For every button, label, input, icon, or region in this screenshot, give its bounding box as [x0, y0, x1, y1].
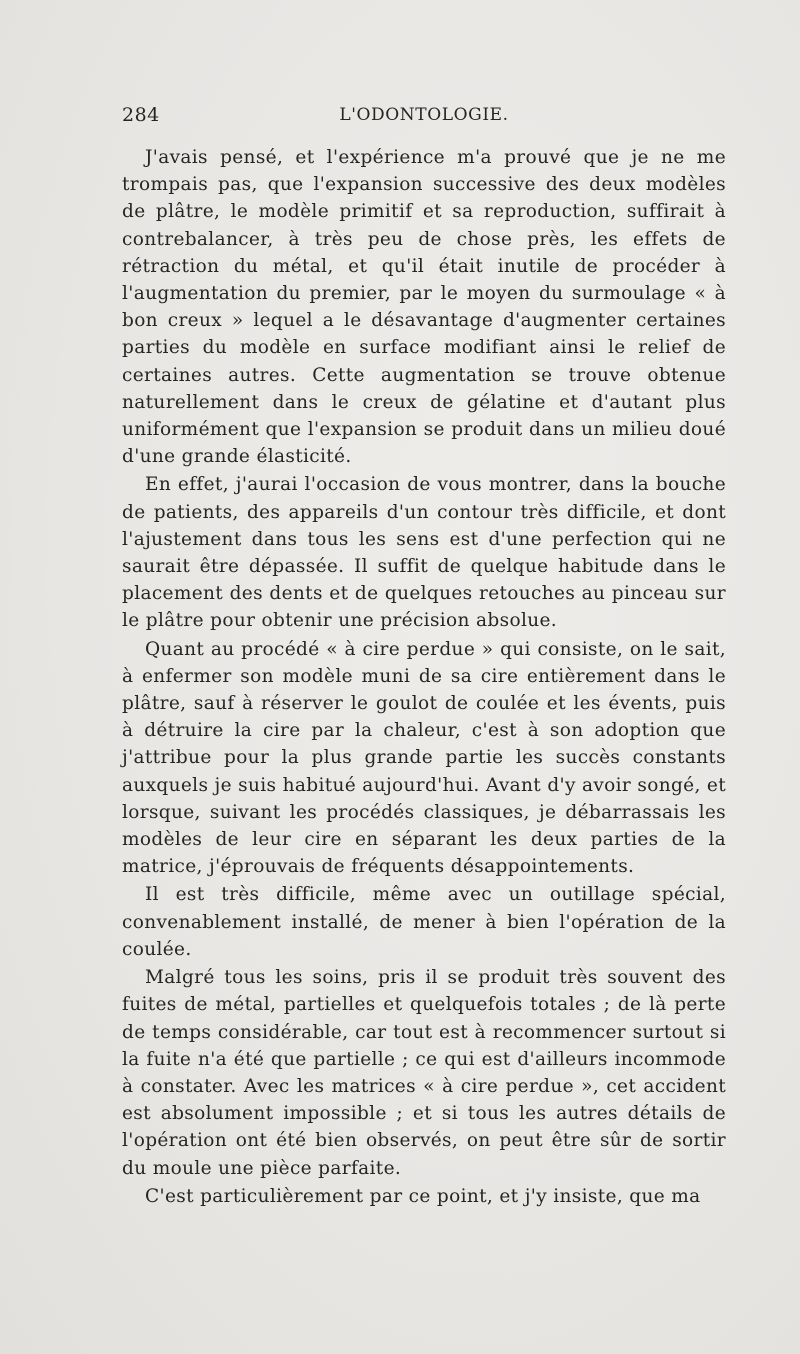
paragraph: C'est particulièrement par ce point, et j'y insiste, que ma [145, 1185, 701, 1207]
body-text [122, 144, 726, 1210]
running-head [122, 100, 726, 130]
page-number: 284 [122, 104, 160, 126]
paragraph: En effet, j'aurai l'occasion de vous montrer, dans la bouche de patients, des appareils d'un contour très difficile, et dont l'ajustement dans tous les sens est d'une perfection qui ne saurait être dépassée. Il suffit de quelque habitude dans le placement des dents et de quelques retouches au pinceau sur le plâtre pour obtenir une précision absolue. [122, 474, 726, 632]
paragraph: Il est très difficile, même avec un outillage spécial, convenablement installé, de mener à bien l'opération de la coulée. [122, 884, 726, 960]
paragraph: Malgré tous les soins, pris il se produit très souvent des fuites de métal, partielles et quelquefois totales ; de là perte de temps considérable, car tout est à recommencer surtout si la fuite n'a été que partielle ; ce qui est d'ailleurs incommode à constater. Avec les matrices « à cire perdue », cet accident est absolument impossible ; et si tous les autres détails de l'opération ont été bien observés, on peut être sûr de sortir du moule une pièce parfaite. [122, 967, 726, 1179]
paragraph: Quant au procédé « à cire perdue » qui consiste, on le sait, à enfermer son modèle muni de sa cire entièrement dans le plâtre, sauf à réserver le goulot de coulée et les évents, puis à détruire la cire par la chaleur, c'est à son adoption que j'attribue pour la plus grande partie les succès constants auxquels je suis habitué aujourd'hui. Avant d'y avoir songé, et lorsque, suivant les procédés classiques, je débarrassais les modèles de leur cire en séparant les deux parties de la matrice, j'éprouvais de fréquents désappointements. [122, 638, 726, 878]
paragraph: J'avais pensé, et l'expérience m'a prouvé que je ne me trompais pas, que l'expansion successive des deux modèles de plâtre, le modèle primitif et sa reproduction, suffirait à contrebalancer, à très peu de chose près, les effets de rétraction du métal, et qu'il était inutile de procéder à l'augmentation du premier, par le moyen du surmoulage « à bon creux » lequel a le désavantage d'augmenter certaines parties du modèle en surface modifiant ainsi le relief de certaines autres. Cette augmentation se trouve obtenue naturellement dans le creux de gélatine et d'autant plus uniformément que l'expansion se produit dans un milieu doué d'une grande élasticité. [122, 147, 726, 468]
running-title: L'ODONTOLOGIE. [339, 105, 509, 125]
